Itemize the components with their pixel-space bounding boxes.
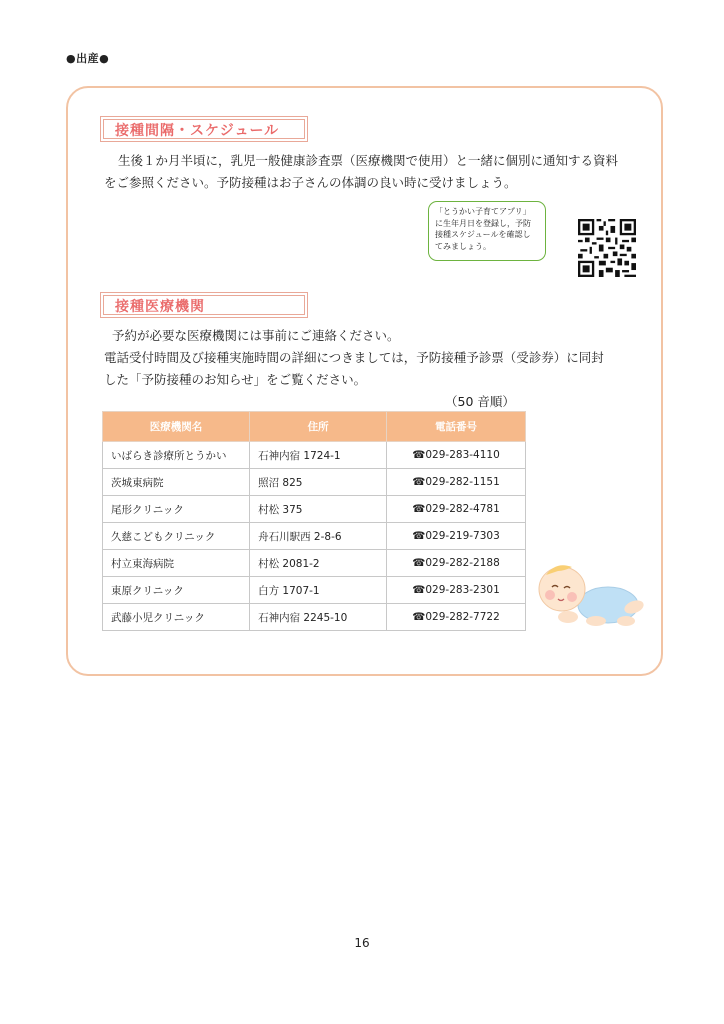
clinics-text-line2: 電話受付時間及び接種実施時間の詳細につきましては，予防接種予診票（受診券）に同封 xyxy=(104,350,604,365)
column-header-address: 住所 xyxy=(250,412,387,442)
clinic-address: 村松 375 xyxy=(250,496,387,523)
clinic-tel: ☎029-282-7722 xyxy=(387,604,526,631)
table-row xyxy=(103,442,526,469)
clinic-name: 尾形クリニック xyxy=(103,496,250,523)
table-row xyxy=(103,469,526,496)
clinic-tel: ☎029-219-7303 xyxy=(387,523,526,550)
clinic-address: 照沼 825 xyxy=(250,469,387,496)
order-note: （50 音順） xyxy=(445,394,515,409)
clinic-tel: ☎029-283-4110 xyxy=(387,442,526,469)
app-speech-bubble xyxy=(428,201,546,261)
clinics-heading: 接種医療機関 xyxy=(100,292,308,318)
schedule-text-line2: をご参照ください。予防接種はお子さんの体調の良い時に受けましょう。 xyxy=(104,175,517,190)
clinic-name: 村立東海病院 xyxy=(103,550,250,577)
clinic-tel: ☎029-282-2188 xyxy=(387,550,526,577)
table-row xyxy=(103,604,526,631)
column-header-name: 医療機関名 xyxy=(103,412,250,442)
bubble-line: に生年月日を登録し，予防 xyxy=(435,218,531,228)
clinic-address: 石神内宿 1724-1 xyxy=(250,442,387,469)
section-label: ●出産● xyxy=(66,52,110,65)
clinic-tel: ☎029-282-1151 xyxy=(387,469,526,496)
clinic-tel: ☎029-282-4781 xyxy=(387,496,526,523)
schedule-text-line1: 生後１か月半頃に，乳児一般健康診査票（医療機関で使用）と一緒に個別に通知する資料 xyxy=(118,153,619,168)
bubble-line: てみましょう。 xyxy=(435,241,491,251)
bubble-line: 接種スケジュールを確認し xyxy=(435,230,531,239)
clinic-address: 村松 2081-2 xyxy=(250,550,387,577)
clinic-address: 舟石川駅西 2-8-6 xyxy=(250,523,387,550)
column-header-tel: 電話番号 xyxy=(387,412,526,442)
page-number: 16 xyxy=(354,936,370,950)
clinics-text-line1: 予約が必要な医療機関には事前にご連絡ください。 xyxy=(112,328,400,343)
schedule-heading: 接種間隔・スケジュール xyxy=(100,116,308,142)
clinic-name: 武藤小児クリニック xyxy=(103,604,250,631)
clinic-table xyxy=(102,411,526,631)
table-row xyxy=(103,550,526,577)
clinic-name: 久慈こどもクリニック xyxy=(103,523,250,550)
clinic-address: 白方 1707-1 xyxy=(250,577,387,604)
table-row xyxy=(103,496,526,523)
crawling-baby-illustration xyxy=(538,555,646,633)
clinic-name: 茨城東病院 xyxy=(103,469,250,496)
clinic-address: 石神内宿 2245-10 xyxy=(250,604,387,631)
table-row xyxy=(103,577,526,604)
clinic-tel: ☎029-283-2301 xyxy=(387,577,526,604)
bubble-line: 「とうかい子育てアプリ」 xyxy=(435,207,531,216)
clinic-name: 東原クリニック xyxy=(103,577,250,604)
table-row xyxy=(103,523,526,550)
qr-code-icon[interactable] xyxy=(578,219,636,277)
clinics-text-line3: した「予防接種のお知らせ」をご覧ください。 xyxy=(104,372,367,387)
clinic-name: いばらき診療所とうかい xyxy=(103,442,250,469)
table-header-row xyxy=(103,412,526,442)
